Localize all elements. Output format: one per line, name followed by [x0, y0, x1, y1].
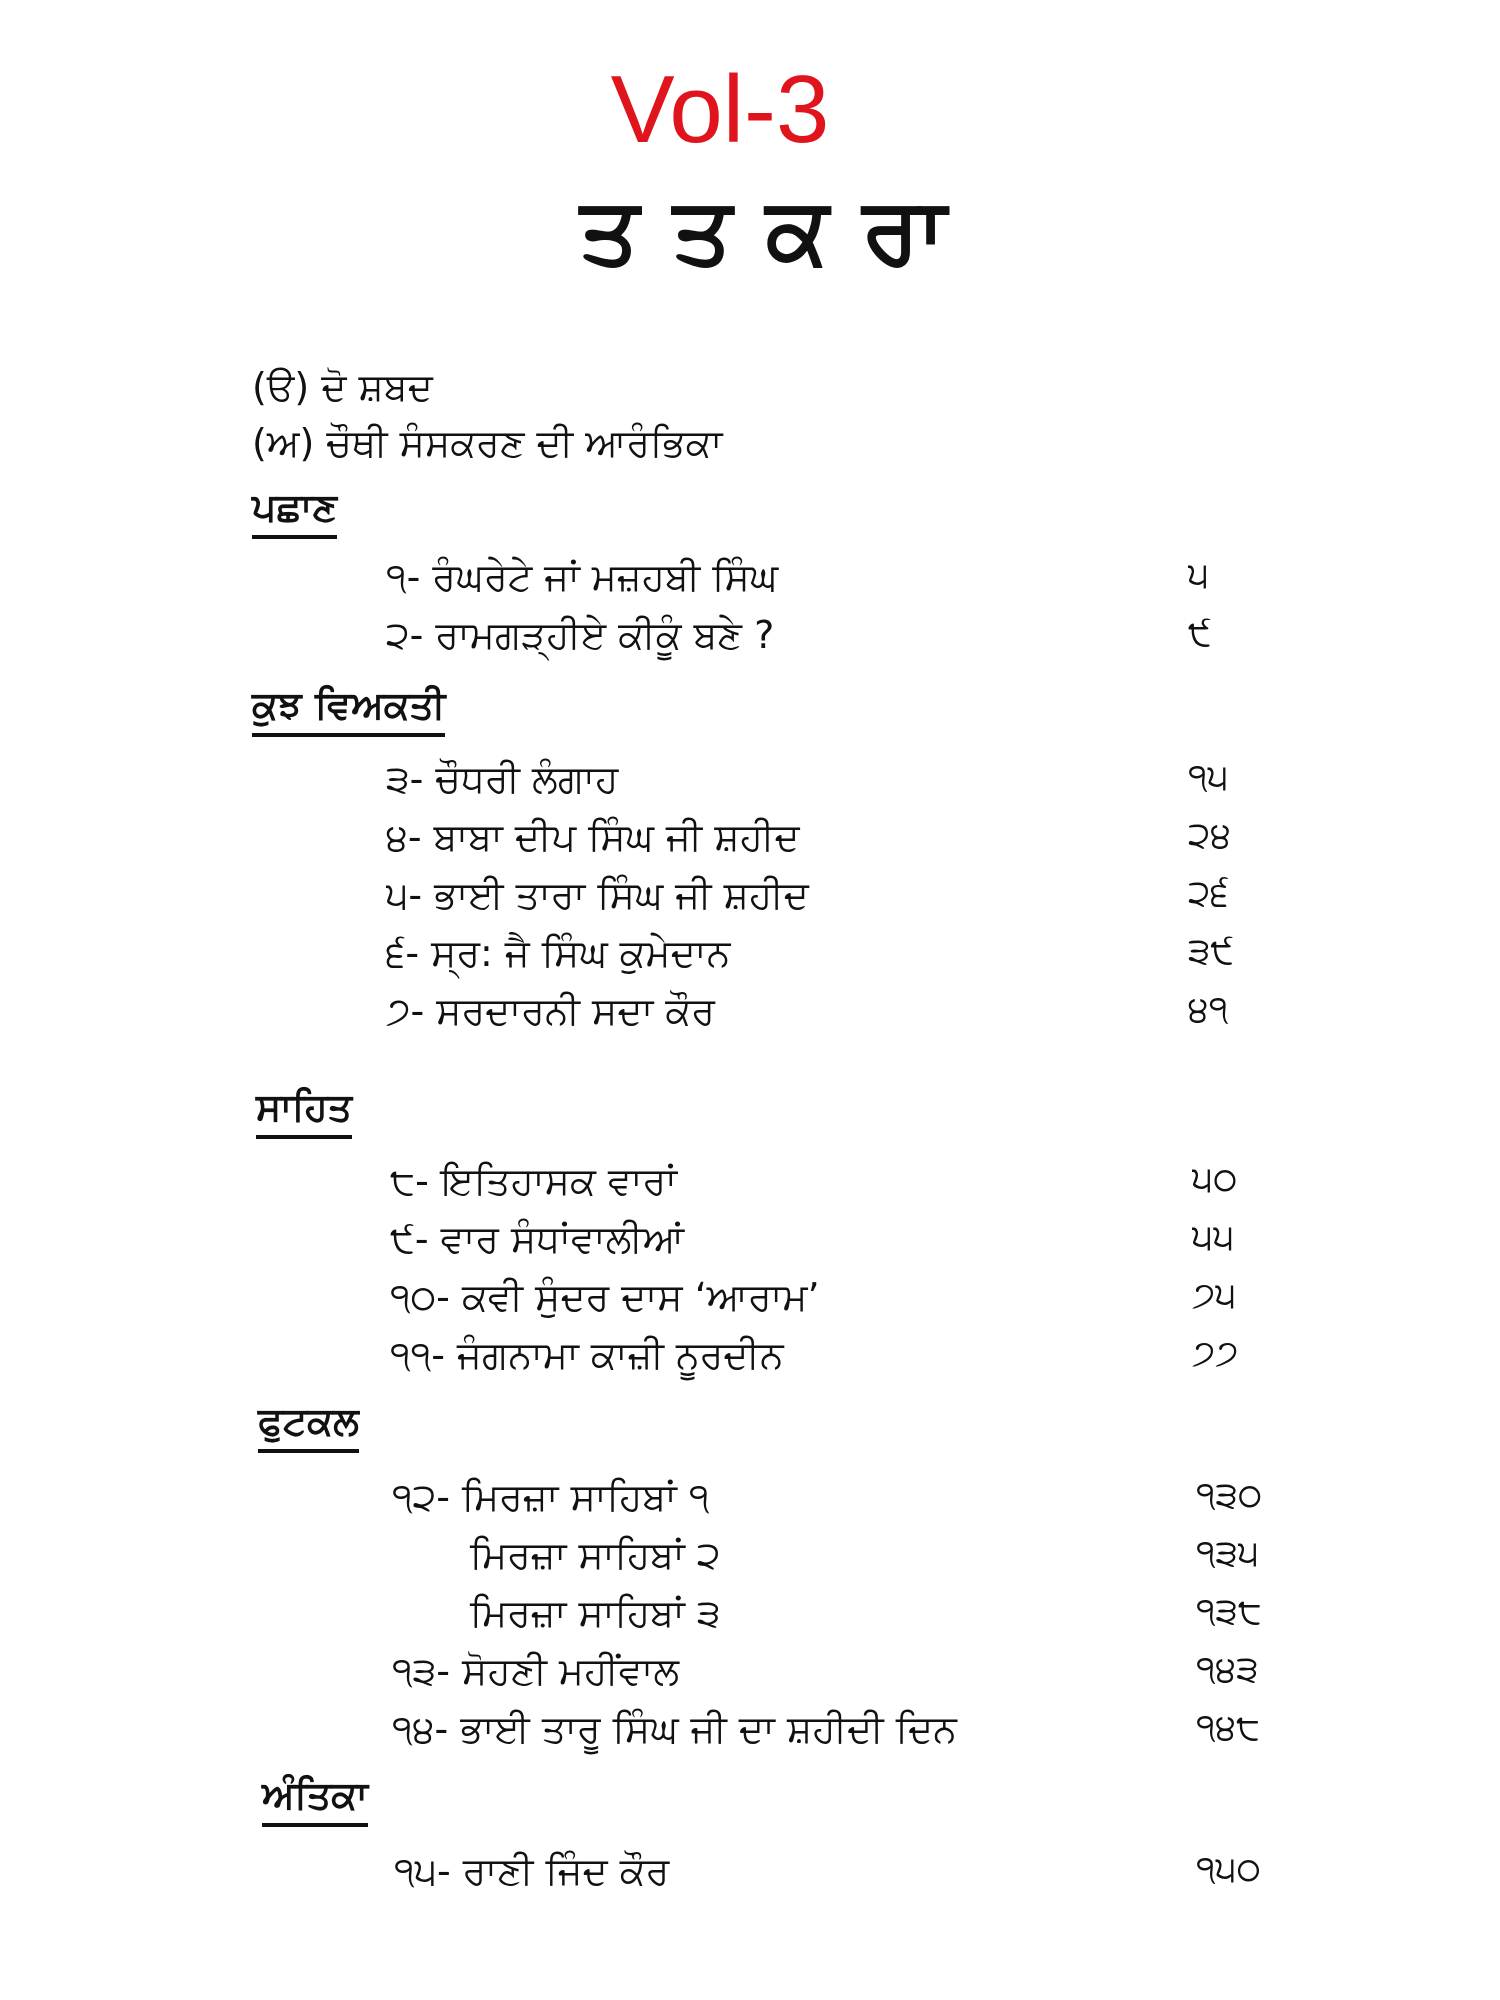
entry-page-number: ੧੩੦: [1196, 1475, 1263, 1516]
entry-title: ੧੧- ਜੰਗਨਾਮਾ ਕਾਜ਼ੀ ਨੂਰਦੀਨ: [390, 1333, 784, 1377]
toc-entry: [0, 1333, 1500, 1386]
toc-entry: [0, 1217, 1500, 1270]
toc-entry: [0, 1649, 1500, 1702]
toc-entry: [0, 989, 1500, 1042]
toc-entry: [0, 613, 1500, 666]
entry-title: ੧੦- ਕਵੀ ਸੁੰਦਰ ਦਾਸ ‘ਆਰਾਮ’: [390, 1275, 820, 1319]
entry-page-number: ੧੩੮: [1196, 1591, 1262, 1632]
entry-page-number: ੭੭: [1192, 1333, 1239, 1374]
toc-entry: [0, 873, 1500, 926]
entry-title: ੧੪- ਭਾਈ ਤਾਰੂ ਸਿੰਘ ਜੀ ਦਾ ਸ਼ਹੀਦੀ ਦਿਨ: [392, 1707, 957, 1751]
entry-title: ੯- ਵਾਰ ਸੰਧਾਂਵਾਲੀਆਂ: [390, 1217, 685, 1261]
entry-title: ੫- ਭਾਈ ਤਾਰਾ ਸਿੰਘ ਜੀ ਸ਼ਹੀਦ: [386, 873, 809, 917]
entry-page-number: ੧੪੮: [1196, 1707, 1261, 1748]
entry-title: ੧੫- ਰਾਣੀ ਜਿੰਦ ਕੌਰ: [394, 1849, 670, 1893]
entry-title: ੭- ਸਰਦਾਰਨੀ ਸਦਾ ਕੌਰ: [386, 989, 715, 1033]
entry-title: ੧- ਰੰਘਰੇਟੇ ਜਾਂ ਮਜ਼ਹਬੀ ਸਿੰਘ: [386, 555, 779, 599]
section-heading: ਕੁਝ ਵਿਅਕਤੀ: [252, 686, 445, 737]
entry-title: ੮- ਇਤਿਹਾਸਕ ਵਾਰਾਂ: [390, 1159, 677, 1203]
toc-entry: [0, 1849, 1500, 1902]
prelim-item: (ੳ) ਦੋ ਸ਼ਬਦ: [252, 365, 433, 409]
toc-entry: [0, 757, 1500, 810]
contents-heading: ਤਤਕਰਾ: [580, 177, 980, 284]
entry-title: ਮਿਰਜ਼ਾ ਸਾਹਿਬਾਂ ੨: [470, 1533, 721, 1577]
entry-page-number: ੪੧: [1188, 989, 1229, 1030]
toc-entry: [0, 1533, 1500, 1586]
entry-page-number: ੨੬: [1188, 873, 1229, 914]
toc-entry: [0, 1275, 1500, 1328]
entry-page-number: ੩੯: [1188, 931, 1234, 972]
entry-title: ਮਿਰਜ਼ਾ ਸਾਹਿਬਾਂ ੩: [470, 1591, 721, 1635]
prelim-item: (ਅ) ਚੌਥੀ ਸੰਸਕਰਣ ਦੀ ਆਰੰਭਿਕਾ: [252, 421, 723, 465]
entry-title: ੧੨- ਮਿਰਜ਼ਾ ਸਾਹਿਬਾਂ ੧: [392, 1475, 710, 1519]
entry-page-number: ੧੩੫: [1196, 1533, 1260, 1574]
entry-page-number: ੫੫: [1192, 1217, 1235, 1258]
entry-page-number: ੧੫੦: [1196, 1849, 1261, 1890]
section-heading: ਅੰਤਿਕਾ: [262, 1776, 368, 1827]
toc-entry: [0, 1707, 1500, 1760]
entry-page-number: ੧੫: [1188, 757, 1229, 798]
entry-title: ੬- ਸ੍ਰ: ਜੈ ਸਿੰਘ ਕੁਮੇਦਾਨ: [386, 931, 731, 975]
entry-page-number: ੫: [1188, 555, 1210, 596]
section-heading: ਸਾਹਿਤ: [256, 1088, 352, 1139]
entry-page-number: ੯: [1188, 613, 1212, 654]
toc-entry: [0, 1591, 1500, 1644]
toc-entry: [0, 931, 1500, 984]
entry-title: ੪- ਬਾਬਾ ਦੀਪ ਸਿੰਘ ਜੀ ਸ਼ਹੀਦ: [386, 815, 800, 859]
toc-entry: [0, 1475, 1500, 1528]
volume-label: Vol-3: [610, 56, 830, 163]
entry-page-number: ੨੪: [1188, 815, 1232, 856]
section-heading: ਫੁਟਕਲ: [258, 1402, 359, 1453]
entry-title: ੧੩- ਸੋਹਣੀ ਮਹੀਂਵਾਲ: [392, 1649, 680, 1693]
section-heading: ਪਛਾਣ: [252, 488, 337, 539]
entry-title: ੨- ਰਾਮਗੜ੍ਹੀਏ ਕੀਕੂੰ ਬਣੇ ?: [386, 613, 775, 657]
toc-entry: [0, 815, 1500, 868]
entry-page-number: ੭੫: [1192, 1275, 1237, 1316]
toc-entry: [0, 1159, 1500, 1212]
entry-title: ੩- ਚੌਧਰੀ ਲੰਗਾਹ: [386, 757, 619, 801]
entry-page-number: ੧੪੩: [1196, 1649, 1259, 1690]
toc-entry: [0, 555, 1500, 608]
entry-page-number: ੫੦: [1192, 1159, 1238, 1200]
